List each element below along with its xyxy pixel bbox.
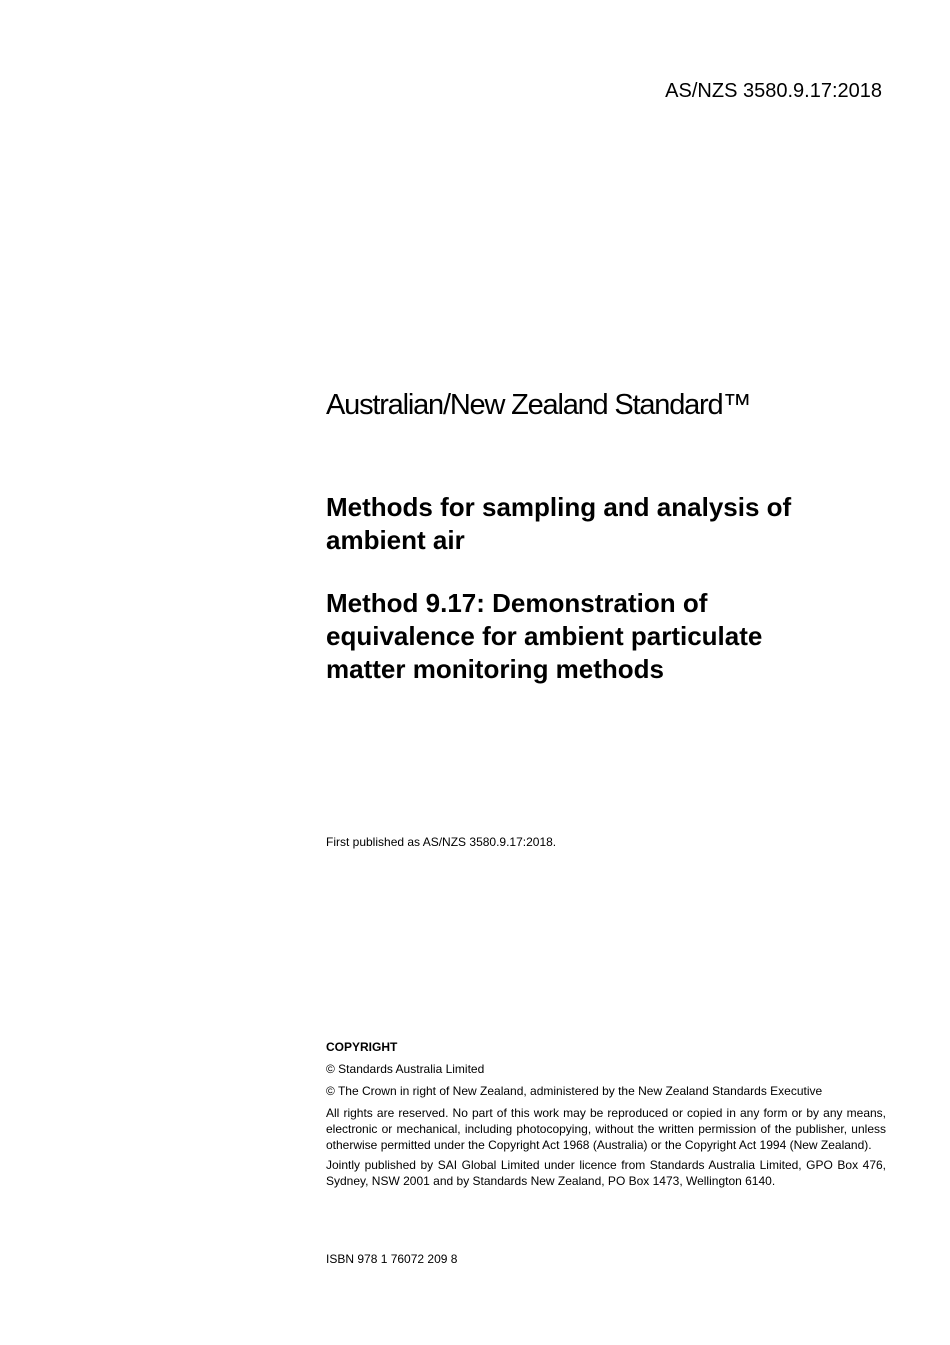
copyright-block (326, 1039, 886, 1193)
publisher-paragraph: Jointly published by SAI Global Limited under licence from Standards Australia Limited, GPO Box 476, Sydney, NSW 2001 and by Standards New Zealand, PO Box 1473, Wellington 6140. (326, 1158, 886, 1188)
page-title: Methods for sampling and analysis of ambient air (326, 492, 792, 555)
rights-reserved-paragraph: All rights are reserved. No part of this work may be reproduced or copied in any form or by any means, electronic or mechanical, including photocopying, without the written permission of the publisher, unless otherwise permitted under the Copyright Act 1968 (Australia) or the Copyright Act 1994 (New Zealand). (326, 1106, 886, 1152)
copyright-heading: COPYRIGHT (326, 1040, 398, 1054)
first-published-note: First published as AS/NZS 3580.9.17:2018. (326, 835, 557, 849)
method-title: Method 9.17: Demonstration of equivalence for ambient particulate matter monitoring methods (326, 588, 763, 684)
copyright-line-standards-australia: © Standards Australia Limited (326, 1062, 485, 1076)
copyright-line-new-zealand-crown: © The Crown in right of New Zealand, administered by the New Zealand Standards Executive (326, 1084, 823, 1098)
isbn-number: ISBN 978 1 76072 209 8 (326, 1252, 458, 1266)
document-number: AS/NZS 3580.9.17:2018 (665, 80, 882, 102)
standard-type-heading: Australian/New Zealand Standard™ (326, 389, 751, 421)
